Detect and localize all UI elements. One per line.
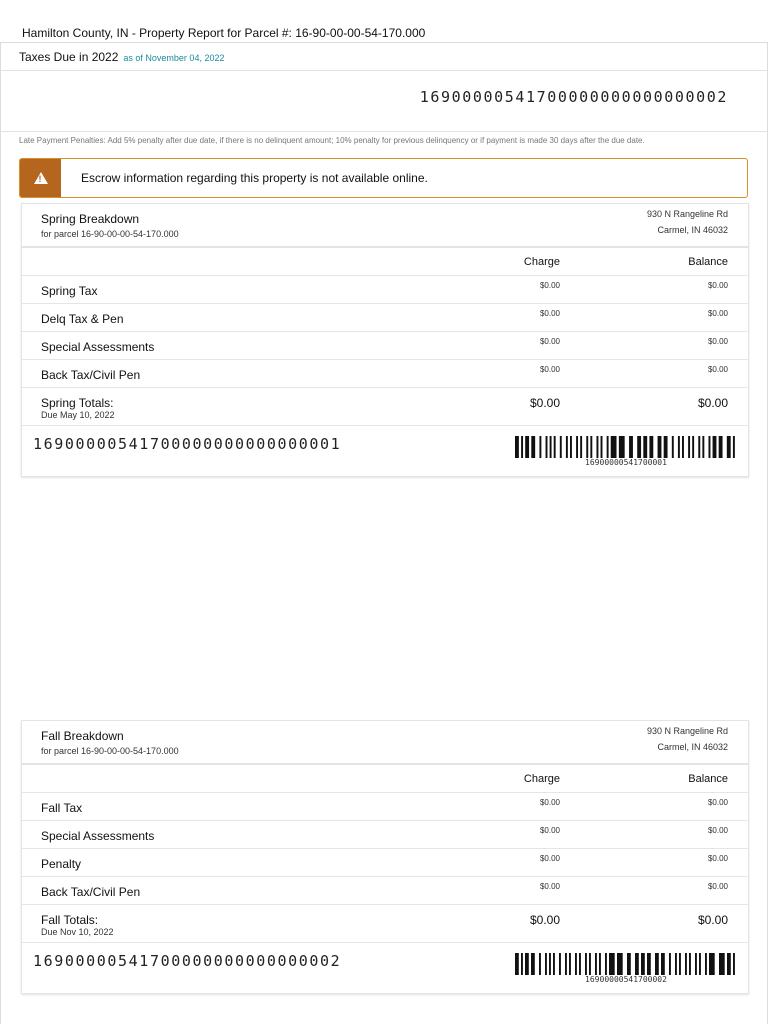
totals-row <box>22 388 748 426</box>
top-ocr-line: 16900000541700000000000000002 <box>419 88 728 106</box>
barcode-bar <box>521 953 523 975</box>
barcode-bar <box>733 953 735 975</box>
row-balance: $0.00 <box>707 309 728 318</box>
barcode-bar <box>649 436 653 458</box>
barcode-bar <box>550 436 552 458</box>
card-subtitle: for parcel 16-90-00-00-54-170.000 <box>41 229 179 239</box>
barcode-bar <box>637 436 641 458</box>
table-row <box>22 793 748 821</box>
table-row <box>22 304 748 332</box>
due-date: Due May 10, 2022 <box>41 410 115 420</box>
row-charge: $0.00 <box>539 798 560 807</box>
row-label: Special Assessments <box>41 340 155 354</box>
barcode-bar <box>695 953 697 975</box>
table-row <box>22 360 748 388</box>
column-balance: Balance <box>688 773 728 785</box>
barcode-bar <box>596 436 598 458</box>
barcode-bar <box>590 436 592 458</box>
barcode-bar <box>635 953 639 975</box>
column-charge: Charge <box>523 773 560 785</box>
barcode-bar <box>678 436 680 458</box>
row-charge: $0.00 <box>539 365 560 374</box>
barcode-bar <box>576 436 578 458</box>
barcode-bar <box>627 953 631 975</box>
totals-label: Fall Totals: <box>41 913 99 927</box>
barcode <box>515 953 737 975</box>
taxes-due-heading <box>19 50 224 64</box>
address-line2: Carmel, IN 46032 <box>657 225 728 235</box>
barcode-bar <box>705 953 707 975</box>
divider <box>0 70 768 71</box>
barcode-bar <box>643 436 647 458</box>
barcode-row <box>22 943 748 993</box>
barcode-bar <box>566 436 568 458</box>
barcode-row <box>22 426 748 476</box>
warning-icon-box <box>20 159 61 197</box>
taxes-due-label: Taxes Due in 2022 <box>19 50 119 64</box>
barcode-bar <box>586 436 588 458</box>
row-label: Back Tax/Civil Pen <box>41 885 141 899</box>
row-balance: $0.00 <box>707 854 728 863</box>
barcode-bar <box>685 953 687 975</box>
barcode-bar <box>708 436 710 458</box>
totals-balance: $0.00 <box>697 913 728 927</box>
column-balance: Balance <box>688 256 728 268</box>
barcode-bar <box>641 953 645 975</box>
totals-charge: $0.00 <box>529 396 560 410</box>
barcode-bar <box>565 953 567 975</box>
barcode-bar <box>554 436 556 458</box>
barcode-bar <box>719 436 723 458</box>
spring-breakdown-card <box>21 203 749 477</box>
barcode-bar <box>601 436 603 458</box>
barcode-bar <box>609 953 615 975</box>
barcode-bar <box>531 953 535 975</box>
barcode-bar <box>553 953 555 975</box>
barcode-bar <box>589 953 591 975</box>
barcode-bar <box>570 436 572 458</box>
address-line1: 930 N Rangeline Rd <box>646 209 728 219</box>
row-balance: $0.00 <box>707 826 728 835</box>
column-header-row <box>22 765 748 793</box>
address-line1: 930 N Rangeline Rd <box>646 726 728 736</box>
barcode-bar <box>560 436 562 458</box>
barcode-bar <box>675 953 677 975</box>
barcode-bar <box>619 436 625 458</box>
barcode-bar <box>699 953 701 975</box>
barcode-bar <box>575 953 577 975</box>
barcode-bar <box>559 953 561 975</box>
barcode-number: 16900000541700002 <box>585 975 667 984</box>
table-row <box>22 276 748 304</box>
barcode-bar <box>546 436 548 458</box>
barcode-number: 16900000541700001 <box>585 458 667 467</box>
penalty-note: Late Payment Penalties: Add 5% penalty after due date, if there is no delinquent amount; 10% penalty for previous delinquency or if payment is made 30 days after the due date. <box>19 136 645 145</box>
row-balance: $0.00 <box>707 337 728 346</box>
barcode-bar <box>682 436 684 458</box>
barcode-bar <box>727 953 731 975</box>
barcode-bar <box>719 953 725 975</box>
fall-breakdown-card <box>21 720 749 994</box>
row-balance: $0.00 <box>707 798 728 807</box>
page-title: Hamilton County, IN - Property Report for Parcel #: 16-90-00-00-54-170.000 <box>22 26 426 40</box>
barcode-bar <box>607 436 609 458</box>
barcode-bar <box>669 953 671 975</box>
barcode-bar <box>629 436 633 458</box>
barcode-bar <box>702 436 704 458</box>
card-subtitle: for parcel 16-90-00-00-54-170.000 <box>41 746 179 756</box>
due-date: Due Nov 10, 2022 <box>41 927 114 937</box>
barcode-bar <box>611 436 617 458</box>
column-charge: Charge <box>523 256 560 268</box>
barcode-bar <box>658 436 662 458</box>
barcode-bar <box>733 436 735 458</box>
barcode-bar <box>595 953 597 975</box>
barcode-bar <box>585 953 587 975</box>
card-title: Spring Breakdown <box>41 212 140 226</box>
barcode-bar <box>521 436 523 458</box>
row-label: Penalty <box>41 857 82 871</box>
barcode-bar <box>661 953 665 975</box>
row-label: Spring Tax <box>41 284 98 298</box>
address-line2: Carmel, IN 46032 <box>657 742 728 752</box>
barcode-bar <box>698 436 700 458</box>
barcode-bar <box>672 436 674 458</box>
barcode-bar <box>605 953 607 975</box>
barcode-bar <box>515 953 519 975</box>
totals-charge: $0.00 <box>529 913 560 927</box>
table-row <box>22 821 748 849</box>
barcode-bar <box>727 436 731 458</box>
table-row <box>22 877 748 905</box>
barcode-bar <box>525 436 529 458</box>
escrow-message: Escrow information regarding this property is not available online. <box>81 171 428 185</box>
barcode-bar <box>531 436 535 458</box>
barcode-bar <box>515 436 519 458</box>
barcode-bar <box>579 953 581 975</box>
barcode-bar <box>709 953 715 975</box>
row-label: Fall Tax <box>41 801 83 815</box>
ocr-line: 16900000541700000000000000001 <box>33 435 342 453</box>
divider <box>0 131 768 132</box>
row-charge: $0.00 <box>539 854 560 863</box>
row-charge: $0.00 <box>539 826 560 835</box>
warning-icon <box>34 172 48 184</box>
barcode-bar <box>692 436 694 458</box>
barcode <box>515 436 737 458</box>
barcode-bar <box>569 953 571 975</box>
row-charge: $0.00 <box>539 309 560 318</box>
barcode-bar <box>679 953 681 975</box>
table-row <box>22 332 748 360</box>
totals-row <box>22 905 748 943</box>
row-charge: $0.00 <box>539 882 560 891</box>
card-title: Fall Breakdown <box>41 729 124 743</box>
card-header <box>22 204 748 248</box>
barcode-bar <box>599 953 601 975</box>
row-charge: $0.00 <box>539 281 560 290</box>
barcode-bar <box>539 436 541 458</box>
as-of-date: as of November 04, 2022 <box>123 53 225 63</box>
table-row <box>22 849 748 877</box>
escrow-alert <box>19 158 748 198</box>
barcode-bar <box>525 953 529 975</box>
card-header <box>22 721 748 765</box>
totals-balance: $0.00 <box>697 396 728 410</box>
row-label: Back Tax/Civil Pen <box>41 368 141 382</box>
barcode-bar <box>580 436 582 458</box>
row-balance: $0.00 <box>707 281 728 290</box>
row-balance: $0.00 <box>707 365 728 374</box>
barcode-bar <box>539 953 541 975</box>
totals-label: Spring Totals: <box>41 396 114 410</box>
barcode-bar <box>689 953 691 975</box>
barcode-bar <box>647 953 651 975</box>
ocr-line: 16900000541700000000000000002 <box>33 952 342 970</box>
column-header-row <box>22 248 748 276</box>
barcode-bar <box>664 436 668 458</box>
row-label: Delq Tax & Pen <box>41 312 124 326</box>
barcode-bar <box>617 953 623 975</box>
row-label: Special Assessments <box>41 829 155 843</box>
barcode-bar <box>655 953 659 975</box>
barcode-bar <box>549 953 551 975</box>
barcode-bar <box>688 436 690 458</box>
barcode-bar <box>545 953 547 975</box>
row-charge: $0.00 <box>539 337 560 346</box>
barcode-bar <box>713 436 717 458</box>
row-balance: $0.00 <box>707 882 728 891</box>
